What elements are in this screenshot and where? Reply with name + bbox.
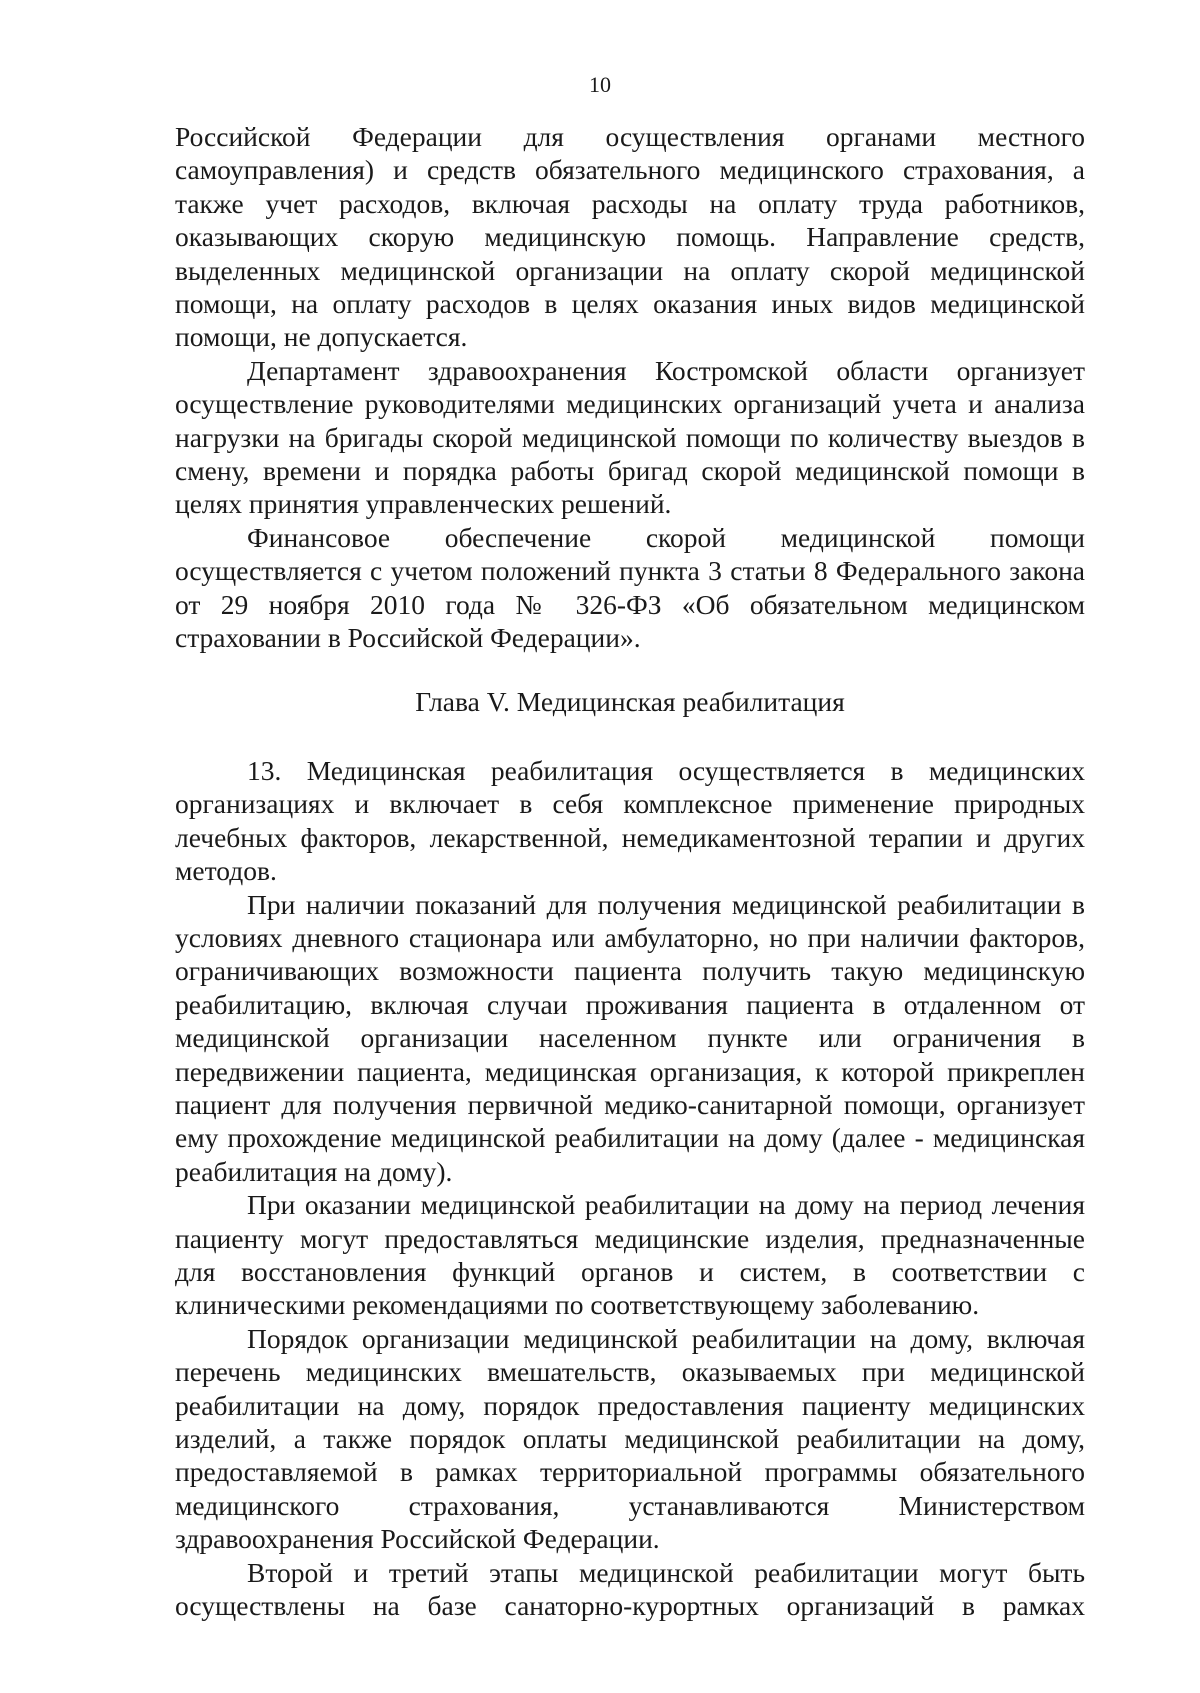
chapter-title: Глава V. Медицинская реабилитация — [415, 685, 845, 717]
paragraph-department-organization: Департамент здравоохранения Костромской области организует осуществление руководителями медицинских организаций учета и анализа нагрузки на бригады скорой медицинской помощи по количеству выездов в смену, времени и порядка работы бригад скорой медицинской помощи в целях принятия управленческих решений. — [175, 354, 1085, 520]
paragraph-home-rehabilitation: При наличии показаний для получения медицинской реабилитации в условиях дневного стационара или амбулаторно, но при наличии факторов, ограничивающих возможности пациента получить такую медицинскую реабилитацию, включая случаи проживания пациента в отдаленном от медицинской организации населенном пункте или ограничения в передвижении пациента, медицинская организация, к которой прикреплен пациент для получения первичной медико-санитарной помощи, организует ему прохождение медицинской реабилитации на дому (далее - медицинская реабилитация на дому). — [175, 888, 1085, 1187]
paragraph-medical-devices: При оказании медицинской реабилитации на дому на период лечения пациенту могут предоставляться медицинские изделия, предназначенные для восстановления функций органов и систем, в соответствии с клиническими рекомендациями по соответствующему заболеванию. — [175, 1189, 1085, 1321]
paragraph-funding-sources: Российской Федерации для осуществления органами местного самоуправления) и средств обязательного медицинского страхования, а также учет расходов, включая расходы на оплату труда работников, оказывающих скорую медицинскую помощь. Направление средств, выделенных медицинской организации на оплату скорой медицинской помощи, на оплату расходов в целях оказания иных видов медицинской помощи, не допускается. — [175, 121, 1085, 353]
paragraph-financial-provision: Финансовое обеспечение скорой медицинской помощи осуществляется с учетом положений пункта 3 статьи 8 Федерального закона от 29 ноября 2010 года № 326-ФЗ «Об обязательном медицинском страховании в Российской Федерации». — [175, 521, 1085, 654]
paragraph-rehabilitation-definition: 13. Медицинская реабилитация осуществляется в медицинских организациях и включает в себя комплексное применение природных лечебных факторов, лекарственной, немедикаментозной терапии и других методов. — [175, 754, 1085, 887]
document-body — [175, 120, 1085, 1622]
paragraph-rehabilitation-procedure: Порядок организации медицинской реабилитации на дому, включая перечень медицинских вмешательств, оказываемых при медицинской реабилитации на дому, порядок предоставления пациенту медицинских изделий, а также порядок оплаты медицинской реабилитации на дому, предоставляемой в рамках территориальной программы обязательного медицинского страхования, устанавливаются Министерством здравоохранения Российской Федерации. — [175, 1322, 1085, 1555]
page-number: 10 — [589, 72, 611, 97]
paragraph-sanatorium-stages: Второй и третий этапы медицинской реабилитации могут быть осуществлены на базе санаторно-курортных организаций в рамках — [175, 1556, 1085, 1622]
